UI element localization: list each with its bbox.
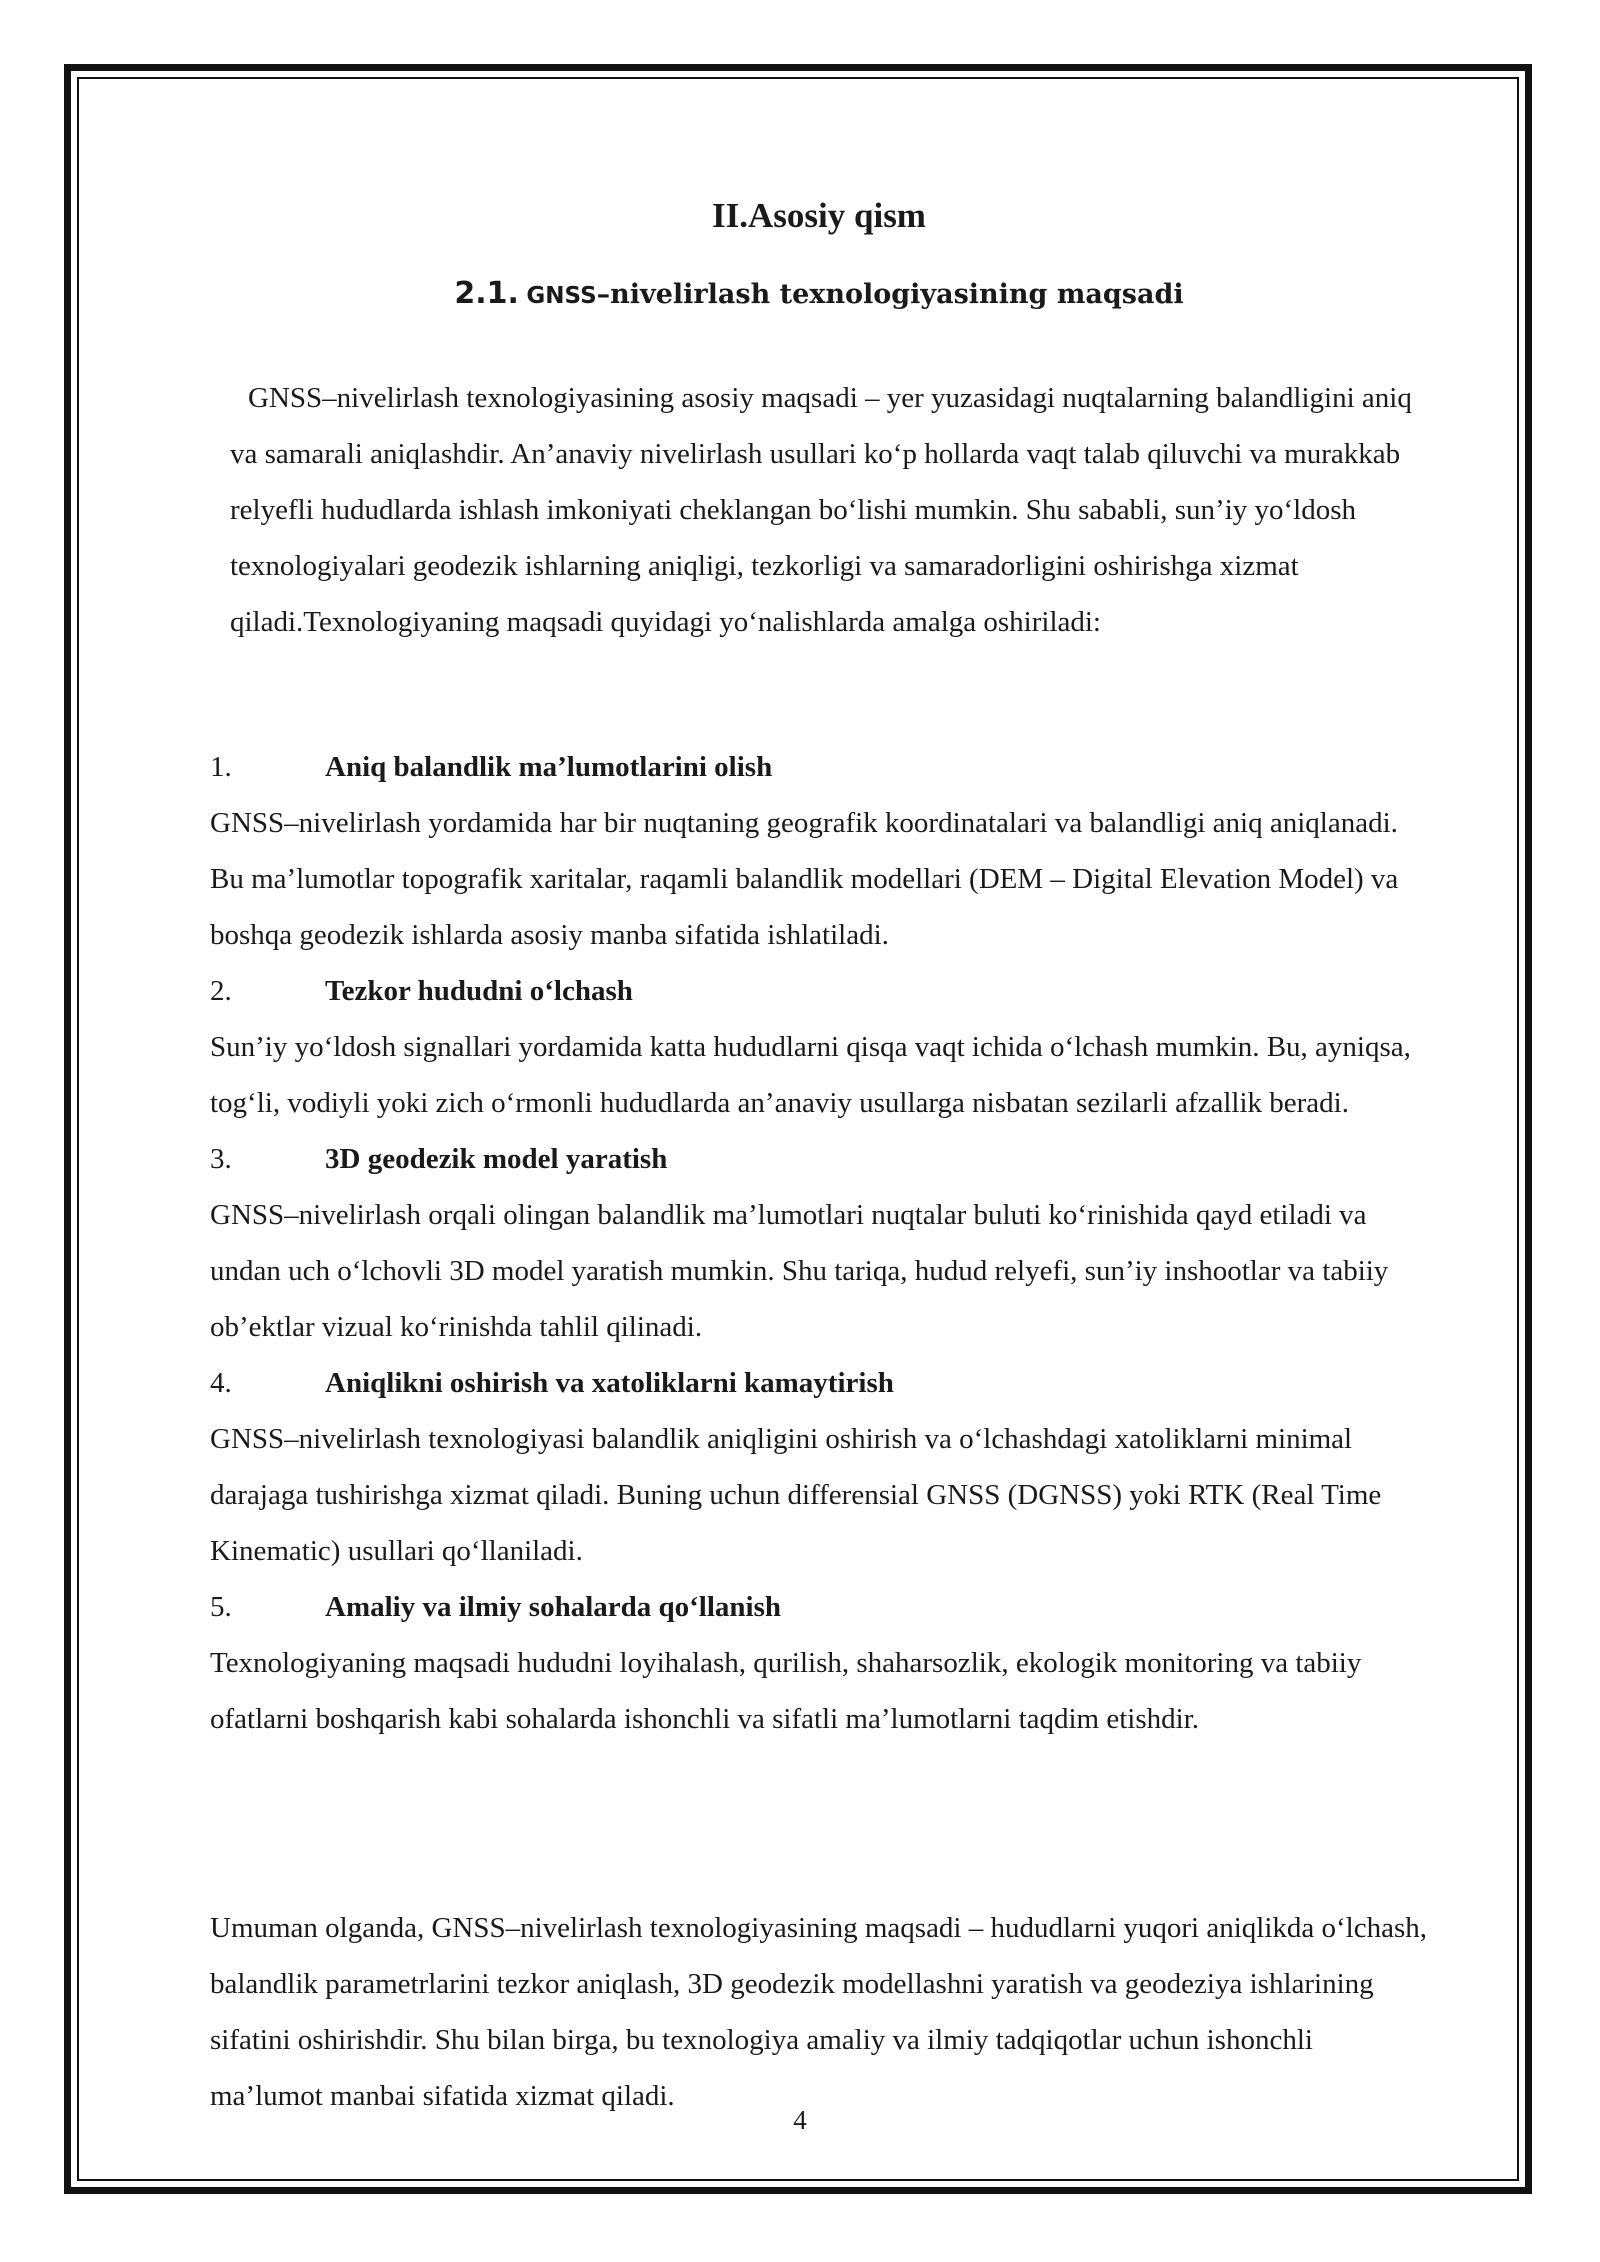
summary-text: Umuman olganda, GNSS–nivelirlash texnologiyasining maqsadi – hududlarni yuqori aniqlikda o‘lchash, balandlik parametrlarini tezkor aniqlash, 3D geodezik modellashni yaratish va geodeziya ishlarining sifatini oshirishdir. Shu bilan birga, bu texnologiya amaliy va ilmiy tadqiqotlar uchun ishonchli ma’lumot manbai sifatida xizmat qiladi. [210, 1912, 1428, 2112]
list-item-body: GNSS–nivelirlash orqali olingan balandlik ma’lumotlari nuqtalar buluti ko‘rinishida qayd etiladi va undan uch o‘lchovli 3D model yaratish mumkin. Shu tariqa, hudud relyefi, sun’iy inshootlar va tabiiy ob’ektlar vizual ko‘rinishda tahlil qilinadi. [210, 1199, 1389, 1343]
list-item [210, 1131, 1430, 1355]
list-item-title: Tezkor hududni o‘lchash [325, 975, 633, 1007]
summary-paragraph [210, 1900, 1430, 2124]
page-number: 4 [793, 2105, 807, 2135]
list-item-heading [210, 1131, 1430, 1187]
list-item-number: 2. [210, 975, 232, 1007]
list-item-title: 3D geodezik model yaratish [325, 1143, 668, 1175]
list-item-title: Aniq balandlik ma’lumotlarini olish [325, 751, 773, 783]
list-item-body: Texnologiyaning maqsadi hududni loyihalash, qurilish, shaharsozlik, ekologik monitoring va tabiiy ofatlarni boshqarish kabi sohalarda ishonchli va sifatli ma’lumotlarni taqdim etishdir. [210, 1647, 1362, 1735]
intro-text: GNSS–nivelirlash texnologiyasining asosiy maqsadi – yer yuzasidagi nuqtalarning balandligini aniq va samarali aniqlashdir. An’anaviy nivelirlash usullari ko‘p hollarda vaqt talab qiluvchi va murakkab relyefli hududlarda ishlash imkoniyati cheklangan bo‘lishi mumkin. Shu sababli, sun’iy yo‘ldosh texnologiyalari geodezik ishlarning aniqligi, tezkorligi va samaradorligini oshirishga xizmat qiladi.Texnologiyaning maqsadi quyidagi yo‘nalishlarda amalga oshiriladi: [230, 382, 1412, 638]
section-title-text: –nivelirlash texnologiyasining maqsadi [596, 279, 1184, 310]
list-item-heading [210, 1355, 1430, 1411]
list-item-heading [210, 963, 1430, 1019]
list-item [210, 739, 1430, 963]
list-item-heading [210, 739, 1430, 795]
section-number: 2.1. [454, 276, 519, 311]
list-item [210, 1579, 1430, 1747]
list-item-body: Sun’iy yo‘ldosh signallari yordamida katta hududlarni qisqa vaqt ichida o‘lchash mumkin. Bu, ayniqsa, tog‘li, vodiyli yoki zich o‘rmonli hududlarda an’anaviy usullarga nisbatan sezilarli afzallik beradi. [210, 1031, 1411, 1119]
goals-list [210, 739, 1430, 1747]
list-item [210, 1355, 1430, 1579]
list-item-body: GNSS–nivelirlash yordamida har bir nuqtaning geografik koordinatalari va balandligi aniq aniqlanadi. Bu ma’lumotlar topografik xaritalar, raqamli balandlik modellari (DEM – Digital Elevation Model) va boshqa geodezik ishlarda asosiy manba sifatida ishlatiladi. [210, 807, 1399, 951]
list-item-title: Aniqlikni oshirish va xatoliklarni kamaytirish [325, 1367, 894, 1399]
list-item-number: 4. [210, 1367, 232, 1399]
list-item-number: 5. [210, 1591, 232, 1623]
list-item-title: Amaliy va ilmiy sohalarda qo‘llanish [325, 1591, 782, 1623]
list-item-number: 3. [210, 1143, 232, 1175]
list-item-body: GNSS–nivelirlash texnologiyasi balandlik aniqligini oshirish va o‘lchashdagi xatoliklarni minimal darajaga tushirishga xizmat qiladi. Buning uchun differensial GNSS (DGNSS) yoki RTK (Real Time Kinematic) usullari qo‘llaniladi. [210, 1423, 1382, 1567]
section-title [210, 266, 1410, 324]
section-title-gnss: GNSS [526, 283, 597, 309]
list-item [210, 963, 1430, 1131]
list-item-number: 1. [210, 751, 232, 783]
intro-paragraph [230, 370, 1430, 650]
list-item-heading [210, 1579, 1430, 1635]
chapter-title: II.Asosiy qism [712, 196, 926, 235]
